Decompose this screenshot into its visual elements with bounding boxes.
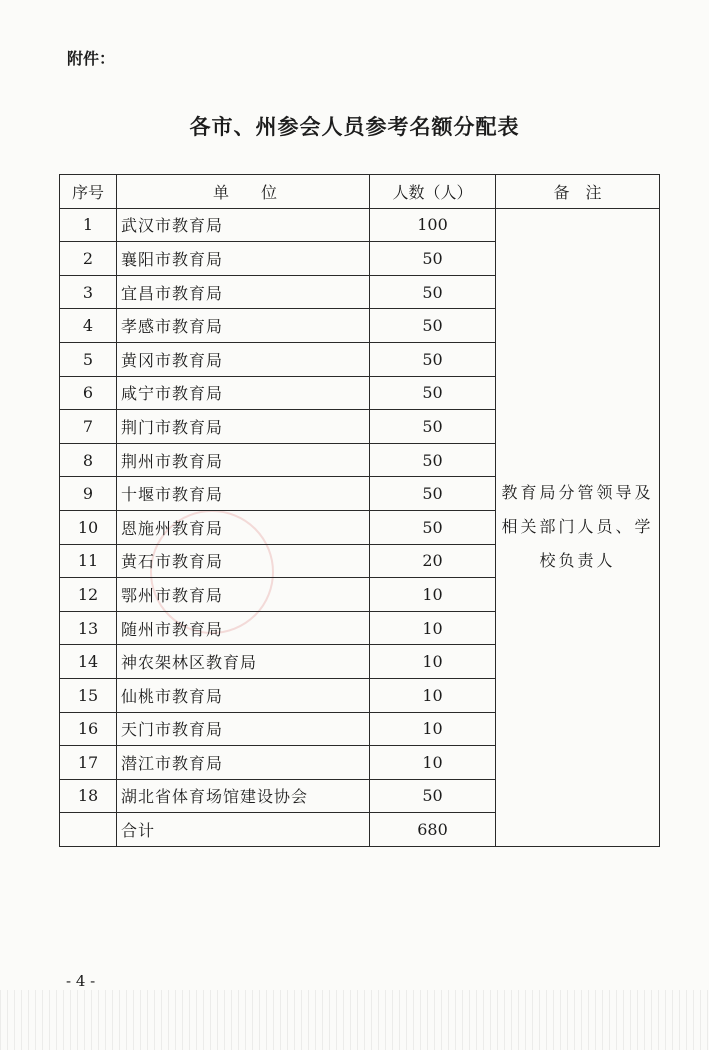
row-unit: 荆门市教育局: [117, 410, 370, 444]
table-header-row: [60, 175, 660, 209]
quota-table: [59, 174, 660, 847]
row-count: 10: [370, 678, 496, 712]
row-number: 6: [60, 376, 117, 410]
total-empty-cell: [60, 813, 117, 847]
row-count: 50: [370, 443, 496, 477]
row-unit: 天门市教育局: [117, 712, 370, 746]
row-number: 12: [60, 578, 117, 612]
row-number: 11: [60, 544, 117, 578]
row-number: 15: [60, 678, 117, 712]
row-number: 14: [60, 645, 117, 679]
row-unit: 十堰市教育局: [117, 477, 370, 511]
row-unit: 黄冈市教育局: [117, 342, 370, 376]
row-number: 13: [60, 611, 117, 645]
row-number: 3: [60, 275, 117, 309]
page-number: - 4 -: [66, 972, 96, 990]
row-count: 10: [370, 645, 496, 679]
row-number: 9: [60, 477, 117, 511]
row-count: 50: [370, 376, 496, 410]
row-count: 50: [370, 410, 496, 444]
row-number: 10: [60, 510, 117, 544]
total-label: 合计: [117, 813, 370, 847]
page-title: 各市、州参会人员参考名额分配表: [189, 115, 520, 139]
row-count: 10: [370, 611, 496, 645]
row-number: 18: [60, 779, 117, 813]
row-count: 10: [370, 578, 496, 612]
row-count: 50: [370, 342, 496, 376]
header-unit: 单 位: [117, 175, 370, 209]
row-count: 10: [370, 746, 496, 780]
row-number: 8: [60, 443, 117, 477]
row-unit: 恩施州教育局: [117, 510, 370, 544]
header-no: 序号: [60, 175, 117, 209]
attachment-label: 附件：: [67, 49, 116, 68]
row-number: 7: [60, 410, 117, 444]
row-unit: 神农架林区教育局: [117, 645, 370, 679]
row-number: 4: [60, 309, 117, 343]
row-count: 50: [370, 275, 496, 309]
row-count: 50: [370, 477, 496, 511]
row-unit: 仙桃市教育局: [117, 678, 370, 712]
row-number: 5: [60, 342, 117, 376]
row-unit: 荆州市教育局: [117, 443, 370, 477]
row-count: 100: [370, 208, 496, 242]
row-unit: 孝感市教育局: [117, 309, 370, 343]
row-unit: 武汉市教育局: [117, 208, 370, 242]
row-unit: 湖北省体育场馆建设协会: [117, 779, 370, 813]
row-unit: 鄂州市教育局: [117, 578, 370, 612]
row-count: 20: [370, 544, 496, 578]
row-unit: 宜昌市教育局: [117, 275, 370, 309]
row-count: 10: [370, 712, 496, 746]
row-unit: 襄阳市教育局: [117, 242, 370, 276]
row-count: 50: [370, 242, 496, 276]
row-number: 17: [60, 746, 117, 780]
total-count: 680: [370, 813, 496, 847]
row-number: 1: [60, 208, 117, 242]
row-unit: 潜江市教育局: [117, 746, 370, 780]
scan-noise: [0, 990, 709, 1050]
header-count: 人数（人）: [370, 175, 496, 209]
row-number: 2: [60, 242, 117, 276]
row-count: 50: [370, 779, 496, 813]
header-remark: 备 注: [496, 175, 660, 209]
row-count: 50: [370, 309, 496, 343]
row-unit: 黄石市教育局: [117, 544, 370, 578]
row-number: 16: [60, 712, 117, 746]
row-count: 50: [370, 510, 496, 544]
row-unit: 咸宁市教育局: [117, 376, 370, 410]
row-unit: 随州市教育局: [117, 611, 370, 645]
table-row: [60, 208, 660, 242]
remark-cell: 教育局分管领导及相关部门人员、学校负责人: [496, 208, 660, 846]
